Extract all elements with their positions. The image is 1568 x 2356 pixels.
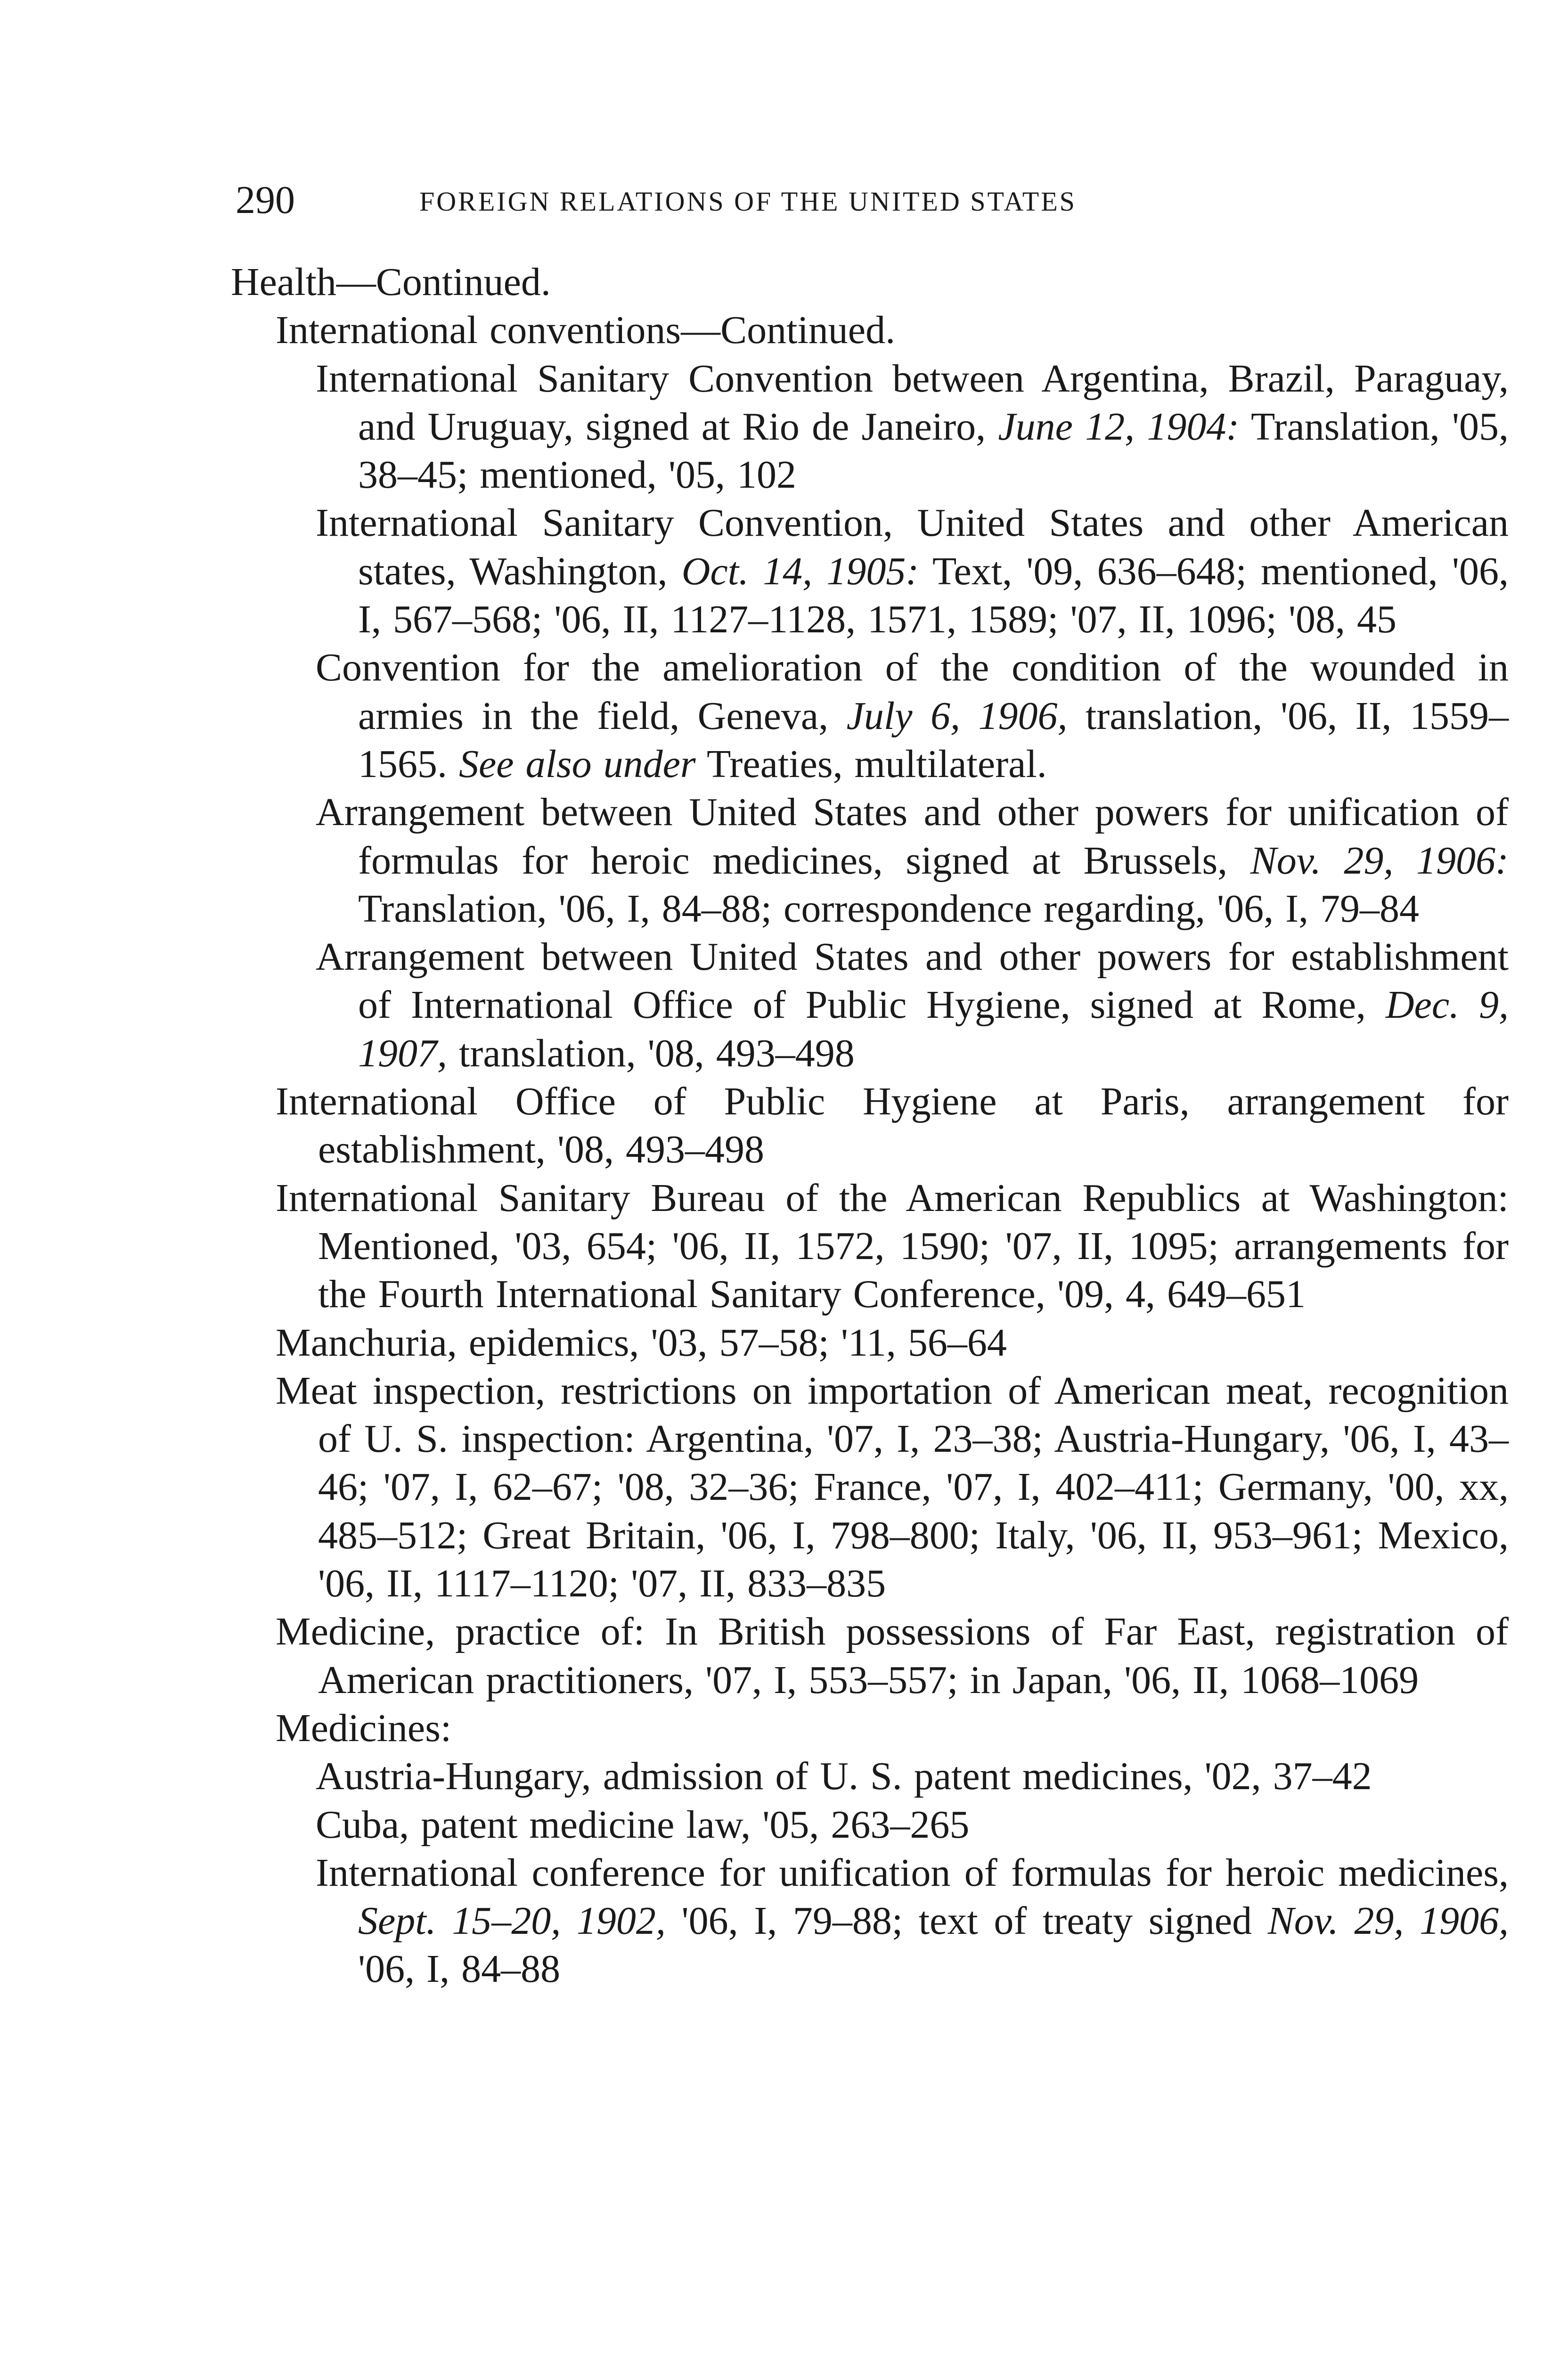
entry-text: '06, I, 79–88; text of treaty signed	[665, 1899, 1268, 1943]
entry-text: Arrangement between United States and other powers for establishment of International Office of Public Hygiene, signed at Rome,	[316, 935, 1509, 1027]
entry-date: Nov. 29, 1906:	[1250, 838, 1509, 883]
entry-date: Sept. 15–20, 1902,	[358, 1899, 666, 1943]
index-entry-medicines: Medicines:	[276, 1706, 452, 1750]
index-entry-sanitary-bureau: International Sanitary Bureau of the American Republics at Washington: Mentioned, '03, 654; '06, II, 1572, 1590; '07, II, 1095; arrangements for the Fourth International Sanitary Conference, '09, 4, 649–651	[276, 1176, 1509, 1317]
entry-date: Dec. 9, 1907,	[358, 983, 1509, 1075]
index-entry-health: Health—Continued.	[231, 260, 551, 304]
index-entry-manchuria: Manchuria, epidemics, '03, 57–58; '11, 56–64	[276, 1320, 1007, 1365]
index-entry-geneva-convention	[316, 644, 1509, 788]
entry-text: Translation, '05, 38–45; mentioned, '05, 102	[358, 404, 1509, 497]
entry-text: Convention for the amelioration of the condition of the wounded in armies in the field, Geneva,	[316, 646, 1509, 738]
index-entries	[231, 258, 1509, 1994]
entry-text: Arrangement between United States and other powers for unification of formulas for heroic medicines, signed at Brussels,	[316, 790, 1509, 883]
entry-text: translation, '08, 493–498	[447, 1031, 855, 1075]
page-number: 290	[236, 178, 295, 222]
entry-text: Treaties, multilateral.	[695, 742, 1047, 786]
index-entry-sanitary-convention-rio	[316, 355, 1509, 499]
cross-reference: See also under	[459, 742, 696, 786]
index-entry-meat-inspection: Meat inspection, restrictions on importation of American meat, recognition of U. S. inspection: Argentina, '07, I, 23–38; Austria-Hungary, '06, I, 43–46; '07, I, 62–67; '08, 32–36; France, '07, I, 402–411; Germany, '00, xx, 485–512; Great Britain, '06, I, 798–800; Italy, '06, II, 953–961; Mexico, '06, II, 1117–1120; '07, II, 833–835	[276, 1368, 1509, 1606]
index-entry-rome-arrangement	[316, 933, 1509, 1078]
entry-text: translation, '06, II, 1559–1565.	[358, 694, 1509, 786]
entry-text: Translation, '06, I, 84–88; correspondence regarding, '06, I, 79–84	[358, 886, 1420, 931]
entry-text: International Sanitary Convention between Argentina, Brazil, Paraguay, and Uruguay, signed at Rio de Janeiro,	[316, 356, 1509, 449]
page-header	[236, 179, 1319, 221]
index-entry-medicine-practice: Medicine, practice of: In British possessions of Far East, registration of American practitioners, '07, I, 553–557; in Japan, '06, II, 1068–1069	[276, 1610, 1509, 1702]
index-entry-international-conventions: International conventions—Continued.	[276, 308, 896, 352]
entry-date: June 12, 1904:	[998, 404, 1240, 449]
entry-date: July 6, 1906,	[846, 694, 1068, 738]
entry-text: International Sanitary Convention, United States and other American states, Washington,	[316, 501, 1509, 593]
index-entry-brussels-arrangement	[316, 788, 1509, 933]
index-entry-sanitary-convention-washington	[316, 499, 1509, 644]
entry-text: '06, I, 84–88	[358, 1947, 561, 1991]
index-entry-austria-hungary-medicines: Austria-Hungary, admission of U. S. patent medicines, '02, 37–42	[316, 1754, 1372, 1799]
running-head: FOREIGN RELATIONS OF THE UNITED STATES	[419, 186, 1077, 217]
entry-date: Oct. 14, 1905:	[681, 549, 919, 593]
entry-date: Nov. 29, 1906,	[1267, 1899, 1509, 1943]
index-entry-cuba-medicine-law: Cuba, patent medicine law, '05, 263–265	[316, 1802, 970, 1847]
entry-text: International conference for unification of formulas for heroic medicines,	[316, 1850, 1509, 1895]
index-entry-heroic-medicines-conference	[316, 1849, 1509, 1994]
entry-text: Text, '09, 636–648; mentioned, '06, I, 567–568; '06, II, 1127–1128, 1571, 1589; '07, II, 1096; '08, 45	[358, 549, 1509, 642]
index-entry-office-public-hygiene: International Office of Public Hygiene at Paris, arrangement for establishment, '08, 493–498	[276, 1080, 1509, 1172]
